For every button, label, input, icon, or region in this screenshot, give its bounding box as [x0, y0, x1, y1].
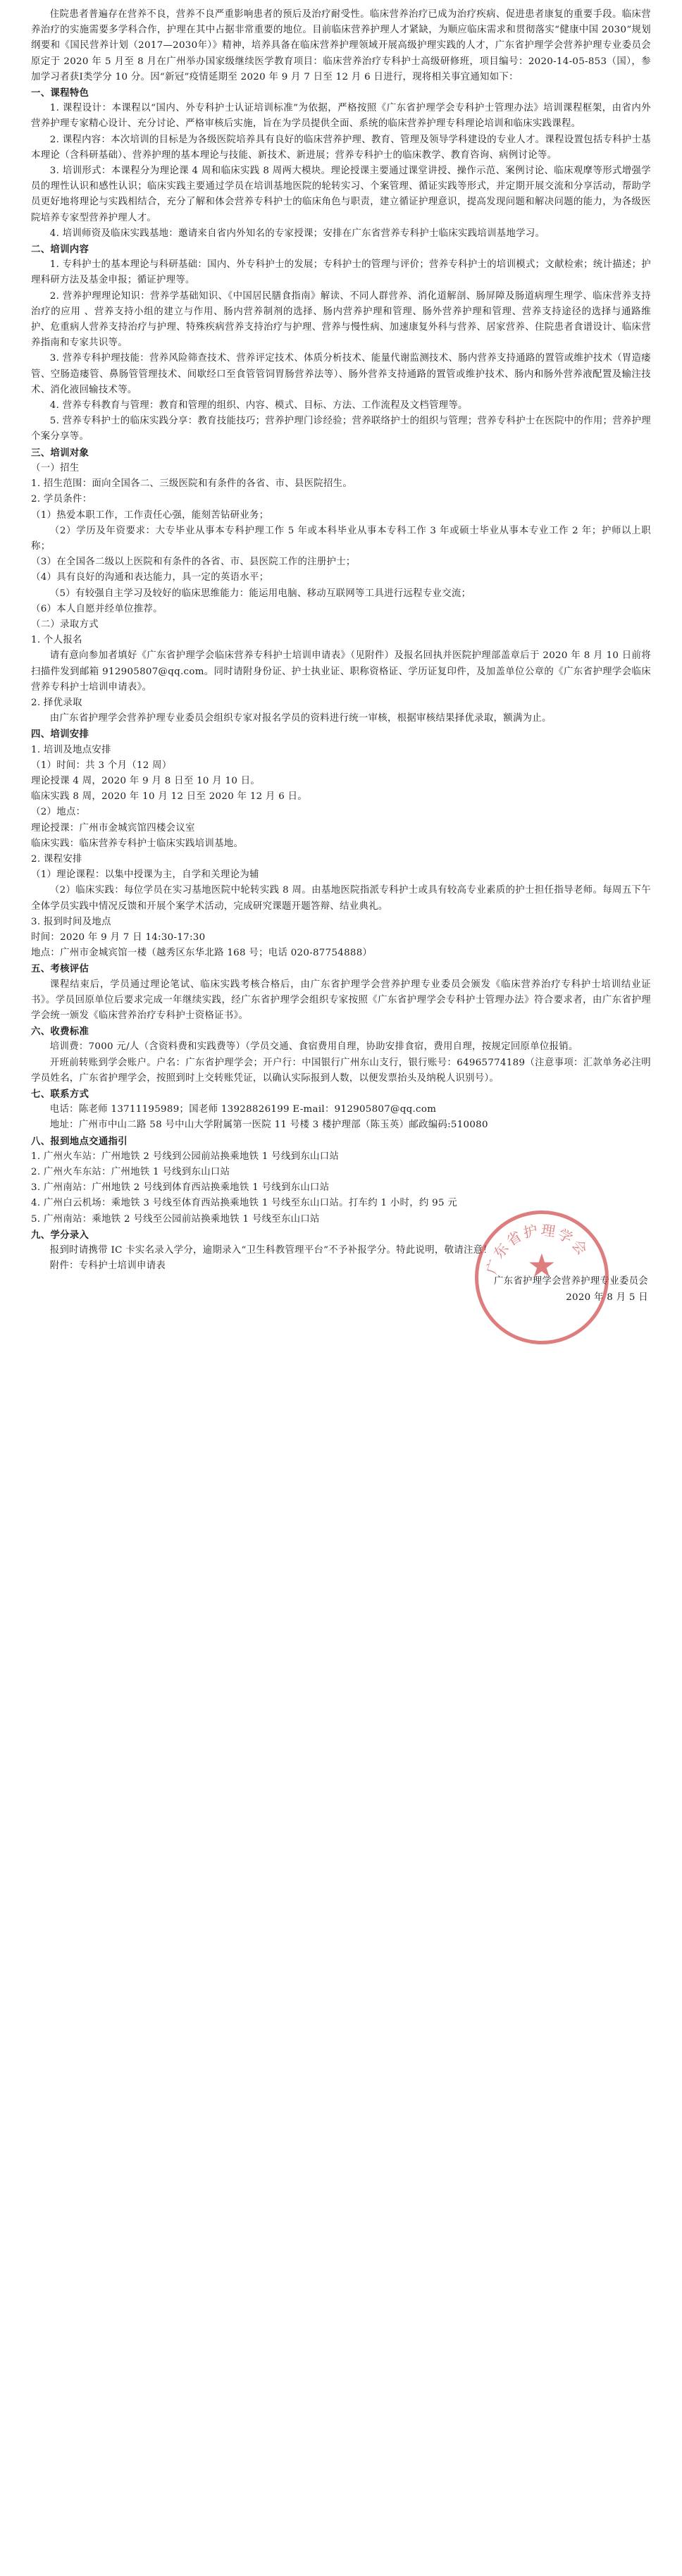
section-4-heading: 四、培训安排 — [31, 729, 89, 741]
section-8-item-2: 2. 广州火车东站：广州地铁 1 号线到东山口站 — [31, 1167, 230, 1178]
section-2-item-3: 3. 营养专科护理技能：营养风险筛查技术、营养评定技术、体质分析技术、能量代谢监测技术、肠内营养支持通路的置管或维护技术（胃造瘘管、空肠造瘘管、鼻肠管管理技术、间歇经口至食管管饲胃肠营养法等）、肠外营养支持通路的置管或维护技术、肠内和肠外营养液配置及输注技术、消化液回输技术等。 — [31, 353, 651, 395]
section-1-item-2: 2. 课程内容：本次培训的目标是为各级医院培养具有良好的临床营养护理、教育、管理及领导学科建设的专业人才。课程设置包括专科护士基本理论（含科研基础）、营养护理的基本理论与技能、新技术、新进展；营养专科护士的临床教学、教育咨询、病例讨论等。 — [31, 134, 651, 161]
section-8-item-5: 5. 广州南站：乘地铁 2 号线至公园前站换乘地铁 1 号线至东山口站 — [31, 1213, 320, 1225]
section-1-item-3: 3. 培训形式：本课程分为理论课 4 周和临床实践 8 周两大模块。理论授课主要通过课堂讲授、操作示范、案例讨论、临床观摩等形式增强学员的理性认识和感性认识；临床实践主要通过学员在培训基地医院的轮转实习、个案管理、循证实践等形式，并定期开展交流和分享活动，帮助学员更好地将理论与实践相结合，充分了解和体会营养专科护士的临床角色与职责，建立循证护理意识，提高发现问题和解决问题的能力，为各级医院培养专家型营养护理人才。 — [31, 166, 651, 223]
section-7-address: 地址：广州市中山二路 58 号中山大学附属第一医院 11 号楼 3 楼护理部（陈玉英）邮政编码:510080 — [49, 1120, 488, 1131]
section-3-heading: 三、培训对象 — [31, 447, 89, 459]
section-3-condition-1: （1）热爱本职工作，工作责任心强，能刻苦钻研业务； — [31, 509, 269, 521]
section-3-condition-3: （3）在全国各二级以上医院和有条件的各省、市、县医院工作的注册护士； — [31, 557, 356, 568]
section-2-item-1: 1. 专科护士的基本理论与科研基础：国内、外专科护士的发展；专科护士的管理与评价；营养专科护士的培训模式；文献检索；统计描述；护理科研方法及基金申报；循证护理等。 — [31, 259, 651, 286]
section-2-item-2: 2. 营养护理理论知识：营养学基础知识、《中国居民膳食指南》解读、不同人群营养、消化道解剖、肠屏障及肠道病理生理学、临床营养支持治疗的应用 、营养支持小组的建立与作用、肠内营养制剂的选择、肠内营养护理和管理、肠外营养护理和管理、营养支持途径的选择与通路维护、危重病人营养支持治疗与护理、特殊疾病营养支持治疗与护理、营养与慢性病、加速康复外科与营养、居家营养、住院患者食谱设计、临床营养指南和专家共识等。 — [31, 290, 651, 349]
section-5-text: 课程结束后，学员通过理论笔试、临床实践考核合格后，由广东省护理学会营养护理专业委员会颁发《临床营养治疗专科护士培训结业证书》。学员回原单位后要求完成一年继续实践，经广东省护理学会组织专家按照《广东省护理学会专科护士管理办法》符合要求者，由广东省护理学会统一颁发《临床营养治疗专科护士资格证书》。 — [31, 979, 651, 1021]
intro-paragraph: 住院患者普遍存在营养不良，营养不良严重影响患者的预后及治疗耐受性。临床营养治疗已成为治疗疾病、促进患者康复的重要手段。临床营养治疗的实施需要多学科合作，护理在其中占据非常重要的地位。目前临床营养护理人才紧缺，为顺应临床需求和贯彻落实“健康中国 2030”规划纲要和《国民营养计划（2017—2030年）》精神，培养具备在临床营养护理领域开展高级护理实践的人才，广东省护理学会营养护理专业委员会原定于 2020 年 5 月至 8 月在广州举办国家级继续医学教育项目：临床营养治疗专科护士高级研修班，项目编号：2020-14-05-853（国），参加学习者获Ⅰ类学分 10 分。因“新冠”疫情延期至 2020 年 9 月 7 日至 12 月 6 日进行，现将相关事宜通知如下： — [31, 9, 651, 82]
section-8-heading: 八、报到地点交通指引 — [31, 1135, 128, 1147]
section-1-item-1: 1. 课程设计：本课程以“国内、外专科护士认证培训标准”为依据，严格按照《广东省护理学会专科护士管理办法》培训课程框架，由省内外营养护理专家精心设计、充分讨论、严格审核后实施，旨在为学员提供全面、系统的临床营养护理专科理论培训和临床实践课程。 — [31, 103, 651, 130]
section-2-item-5: 5. 营养专科护士的临床实践分享：教育技能技巧；营养护理门诊经验；营养联络护士的组织与管理；营养专科护士在医院中的作用；营养护理个案分享等。 — [31, 416, 651, 442]
section-3-condition-2: （2）学历及年资要求：大专毕业从事本专科护理工作 5 年或本科毕业从事本专科工作 3 年或硕士毕业从事本专业工作 2 年；护师以上职称； — [31, 525, 651, 552]
section-4-item-12: 时间：2020 年 9 月 7 日 14:30-17:30 — [31, 931, 206, 943]
section-4-item-1: 1. 培训及地点安排 — [31, 744, 111, 755]
section-3-sub-1: （一）招生 — [31, 462, 80, 473]
section-3-personal-title: 1. 个人报名 — [31, 635, 82, 646]
section-3-select-title: 2. 择优录取 — [31, 697, 82, 708]
section-6-heading: 六、收费标准 — [31, 1026, 89, 1038]
section-5-heading: 五、考核评估 — [31, 963, 89, 975]
section-4-item-3: 理论授课 4 周，2020 年 9 月 8 日至 10 月 10 日。 — [31, 775, 261, 786]
section-6-item-1: 培训费：7000 元/人（含资料费和实践费等）（学员交通、食宿费用自理，协助安排食宿，费用自理，按规定回原单位报销。 — [49, 1041, 578, 1053]
section-3-condition-5: （5）有较强自主学习及较好的临床思维能力：能运用电脑、移动互联网等工具进行远程专业交流； — [49, 588, 471, 599]
section-3-item-conditions: 2. 学员条件： — [31, 494, 92, 505]
section-3-select-text: 由广东省护理学会营养护理专业委员会组织专家对报名学员的资料进行统一审核，根据审核结果择优录取，额满为止。 — [49, 713, 552, 724]
section-1-heading: 一、课程特色 — [31, 87, 89, 99]
section-4-item-2: （1）时间：共 3 个月（12 周） — [31, 760, 172, 771]
section-9-text: 报到时请携带 IC 卡实名录入学分，逾期录入“卫生科教管理平台”不予补报学分。特此说明，敬请注意！ — [49, 1245, 493, 1256]
section-4-item-7: 临床实践：临床营养专科护士临床实践培训基地。 — [31, 838, 244, 849]
section-2-item-4: 4. 营养专科教育与管理：教育和管理的组织、内容、模式、目标、方法、工作流程及文档管理等。 — [49, 400, 468, 411]
signature-org: 广东省护理学会营养护理专业委员会 — [493, 1276, 648, 1287]
section-4-item-10: （2）临床实践：每位学员在实习基地医院中轮转实践 8 周。由基地医院指派专科护士或具有较高专业素质的护士担任指导老师。每周五下午全体学员实践中情况反馈和开展个案学术活动，完成研究课题开题答辩、结业典礼。 — [31, 885, 651, 912]
section-7-phone: 电话：陈老师 13711195989；国老师 13928826199 E-mail：912905807@qq.com — [49, 1104, 437, 1115]
section-9-heading: 九、学分录入 — [31, 1229, 89, 1241]
section-3-condition-6: （6）本人自愿并经单位推荐。 — [31, 603, 163, 614]
section-4-item-11: 3. 报到时间及地点 — [31, 916, 111, 927]
section-4-item-6: 理论授课：广州市金城宾馆四楼会议室 — [31, 822, 195, 834]
section-4-item-13: 地点：广州市金城宾馆一楼（越秀区东华北路 168 号；电话 020-87754888） — [31, 948, 373, 959]
section-1-item-4: 4. 培训师资及临床实践基地：邀请来自省内外知名的专家授课；安排在广东省营养专科护士临床实践培训基地学习。 — [49, 228, 545, 239]
svg-text:广东省护理学会: 广东省护理学会 — [483, 1221, 593, 1277]
section-3-condition-4: （4）具有良好的沟通和表达能力，具一定的英语水平； — [31, 572, 269, 583]
section-8-item-4: 4. 广州白云机场：乘地铁 3 号线至体育西站换乘地铁 1 号线至东山口站。打车约 1 小时，约 95 元 — [31, 1198, 458, 1209]
signature-date: 2020 年 8 月 5 日 — [566, 1292, 648, 1303]
section-3-item-scope: 1. 招生范围：面向全国各二、三级医院和有条件的各省、市、县医院招生。 — [31, 478, 353, 490]
section-4-item-4: 临床实践 8 周，2020 年 10 月 12 日至 2020 年 12 月 6 日。 — [31, 791, 308, 803]
section-4-item-8: 2. 课程安排 — [31, 853, 82, 865]
section-2-heading: 二、培训内容 — [31, 244, 89, 256]
section-4-item-5: （2）地点： — [31, 807, 86, 818]
section-8-item-1: 1. 广州火车站：广州地铁 2 号线到公园前站换乘地铁 1 号线到东山口站 — [31, 1151, 340, 1162]
section-3-personal-text: 请有意向参加者填好《广东省护理学会临床营养专科护士培训申请表》（见附件）及报名回执并医院护理部盖章后于 2020 年 8 月 10 日前将扫描件发到邮箱 912905807@qq.com。同时请附身份证、护士执业证、职称资格证、学历证复印件，及加盖单位公章的《广东省护理学会临床营养专科护士培训申请表》。 — [31, 650, 651, 693]
section-3-sub-2: （二）录取方式 — [31, 619, 99, 630]
seal-star-icon: ★ — [527, 1246, 557, 1285]
section-8-item-3: 3. 广州南站：广州地铁 2 号线到体育西站换乘地铁 1 号线到东山口站 — [31, 1182, 330, 1194]
section-6-item-2: 开班前转账到学会账户。户名：广东省护理学会；开户行：中国银行广州东山支行，银行账号：64965774189（注意事项：汇款单务必注明学员姓名，广东省护理学会，按照到时上交转账凭证，以确认实际报到人数，以便发票抬头及纳税人识别号）。 — [31, 1057, 651, 1084]
section-4-item-9: （1）理论课程：以集中授课为主，自学和关理论为辅 — [31, 869, 259, 881]
section-7-heading: 七、联系方式 — [31, 1089, 89, 1101]
attachment-note: 附件：专科护士培训申请表 — [49, 1261, 166, 1272]
